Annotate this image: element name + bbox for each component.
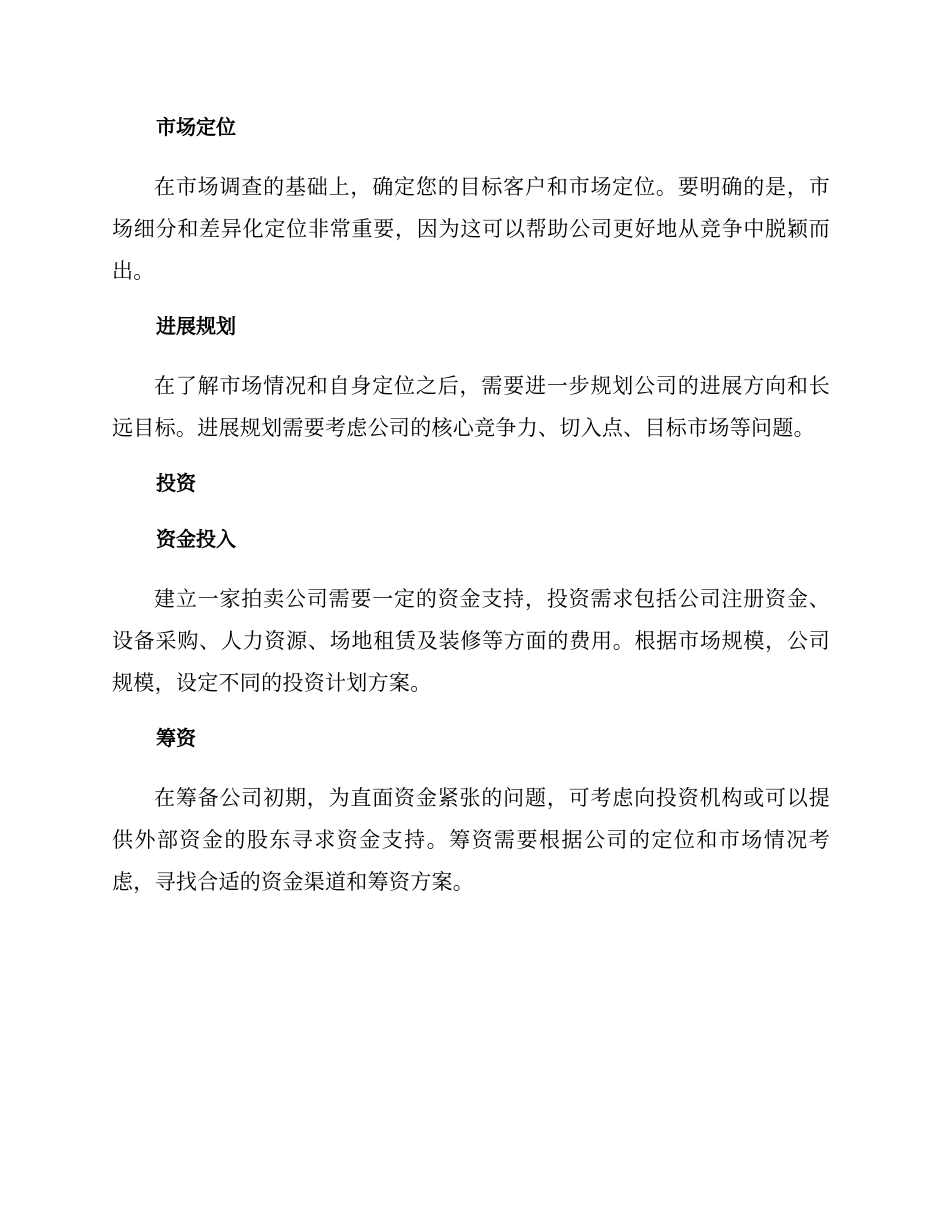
section-paragraph-market-positioning: 在市场调查的基础上，确定您的目标客户和市场定位。要明确的是，市场细分和差异化定位非常重要，因为这可以帮助公司更好地从竞争中脱颖而出。	[112, 175, 830, 283]
section-heading-investment: 投资	[156, 471, 196, 495]
section-paragraph-fundraising: 在筹备公司初期，为直面资金紧张的问题，可考虑向投资机构或可以提供外部资金的股东寻求资金支持。筹资需要根据公司的定位和市场情况考虑，寻找合适的资金渠道和筹资方案。	[112, 786, 830, 894]
section-heading-market-positioning: 市场定位	[156, 115, 236, 139]
section-paragraph-development-planning: 在了解市场情况和自身定位之后，需要进一步规划公司的进展方向和长远目标。进展规划需要考虑公司的核心竞争力、切入点、目标市场等问题。	[112, 374, 830, 440]
section-heading-fundraising: 筹资	[156, 726, 196, 750]
section-paragraph-capital-input: 建立一家拍卖公司需要一定的资金支持，投资需求包括公司注册资金、设备采购、人力资源、场地租赁及装修等方面的费用。根据市场规模，公司规模，设定不同的投资计划方案。	[112, 587, 830, 695]
section-heading-development-planning: 进展规划	[156, 314, 236, 338]
section-heading-capital-input: 资金投入	[156, 527, 236, 551]
